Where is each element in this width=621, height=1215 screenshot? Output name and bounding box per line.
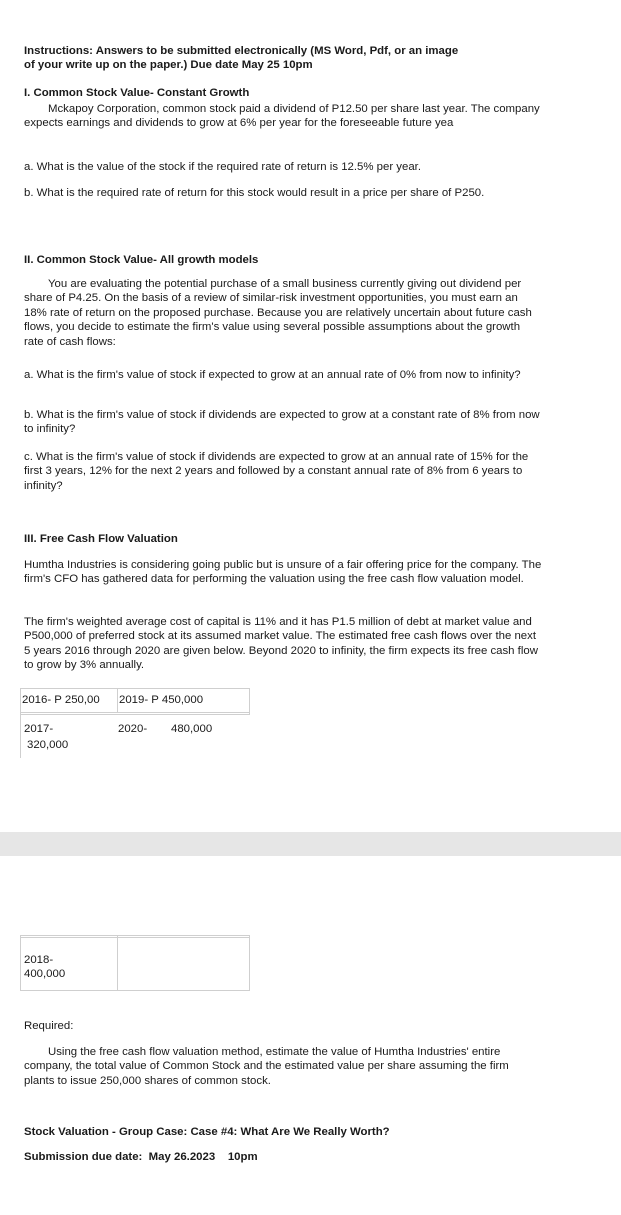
cash-flow-2019: 2019- P 450,000 (119, 694, 204, 706)
cash-flow-2018-value: 400,000 (24, 968, 66, 980)
section-2-question-c: c. What is the firm's value of stock if dividends are expected to grow at an annual rate of 15% for the first 3 years, 12% for the next 2 years and followed by a constant annual rate of 8% from 6 years to infinity? (24, 451, 529, 492)
cash-flow-2020-value: 480,000 (171, 723, 213, 735)
submission-date: Submission due date: May 26.2023 10pm (24, 1151, 258, 1163)
cash-flow-2016: 2016- P 250,00 (22, 694, 100, 706)
section-3-heading: III. Free Cash Flow Valuation (24, 533, 178, 545)
cash-flow-2017-value: 320,000 (27, 739, 69, 751)
document-page-2 (0, 856, 621, 1215)
section-3-intro: Humtha Industries is considering going public but is unsure of a fair offering price for the company. The firm's CFO has gathered data for performing the valuation using the free cash flow valuation model. (24, 559, 542, 586)
section-2-question-a: a. What is the firm's value of stock if expected to grow at an annual rate of 0% from now to infinity? (24, 369, 521, 381)
section-1-intro: Mckapoy Corporation, common stock paid a dividend of P12.50 per share last year. The company expects earnings and dividends to grow at 6% per year for the foreseeable future yea (24, 103, 540, 130)
instructions-line-1: Instructions: Answers to be submitted electronically (MS Word, Pdf, or an image (24, 45, 459, 57)
instructions (24, 44, 542, 73)
section-2-question-b: b. What is the firm's value of stock if dividends are expected to grow at a constant rate of 8% from now to infinity? (24, 409, 540, 436)
required-label: Required: (24, 1020, 74, 1032)
section-1-question-b: b. What is the required rate of return for this stock would result in a price per share of P250. (24, 187, 485, 199)
section-2-intro: You are evaluating the potential purchase of a small business currently giving out dividend per share of P4.25. On the basis of a review of similar-risk investment opportunities, you must earn an 18% rate of return on the proposed purchase. Because you are relatively uncertain about future cash flows, you decide to estimate the firm's value using several possible assumptions about the growth rate of cash flows: (24, 278, 532, 348)
section-3-details: The firm's weighted average cost of capital is 11% and it has P1.5 million of debt at market value and P500,000 of preferred stock at its assumed market value. The estimated free cash flows over the next 5 years 2016 through 2020 are given below. Beyond 2020 to infinity, the firm expects its free cash flow to grow by 3% annually. (24, 616, 538, 672)
section-1-question-a: a. What is the value of the stock if the required rate of return is 12.5% per year. (24, 161, 421, 173)
section-1-heading: I. Common Stock Value- Constant Growth (24, 87, 250, 99)
case-title: Stock Valuation - Group Case: Case #4: What Are We Really Worth? (24, 1126, 390, 1138)
page-break (0, 832, 621, 856)
cash-flow-2020-year: 2020- (118, 723, 148, 735)
section-2-heading: II. Common Stock Value- All growth models (24, 254, 259, 266)
cash-flow-2017-year: 2017- (24, 723, 54, 735)
instructions-line-2: of your write up on the paper.) Due date May 25 10pm (24, 59, 313, 72)
required-text: Using the free cash flow valuation method, estimate the value of Humtha Industries' entire company, the total value of Common Stock and the estimated value per share assuming the firm plants to issue 250,000 shares of common stock. (24, 1046, 509, 1087)
cash-flow-2018-year: 2018- (24, 954, 54, 966)
